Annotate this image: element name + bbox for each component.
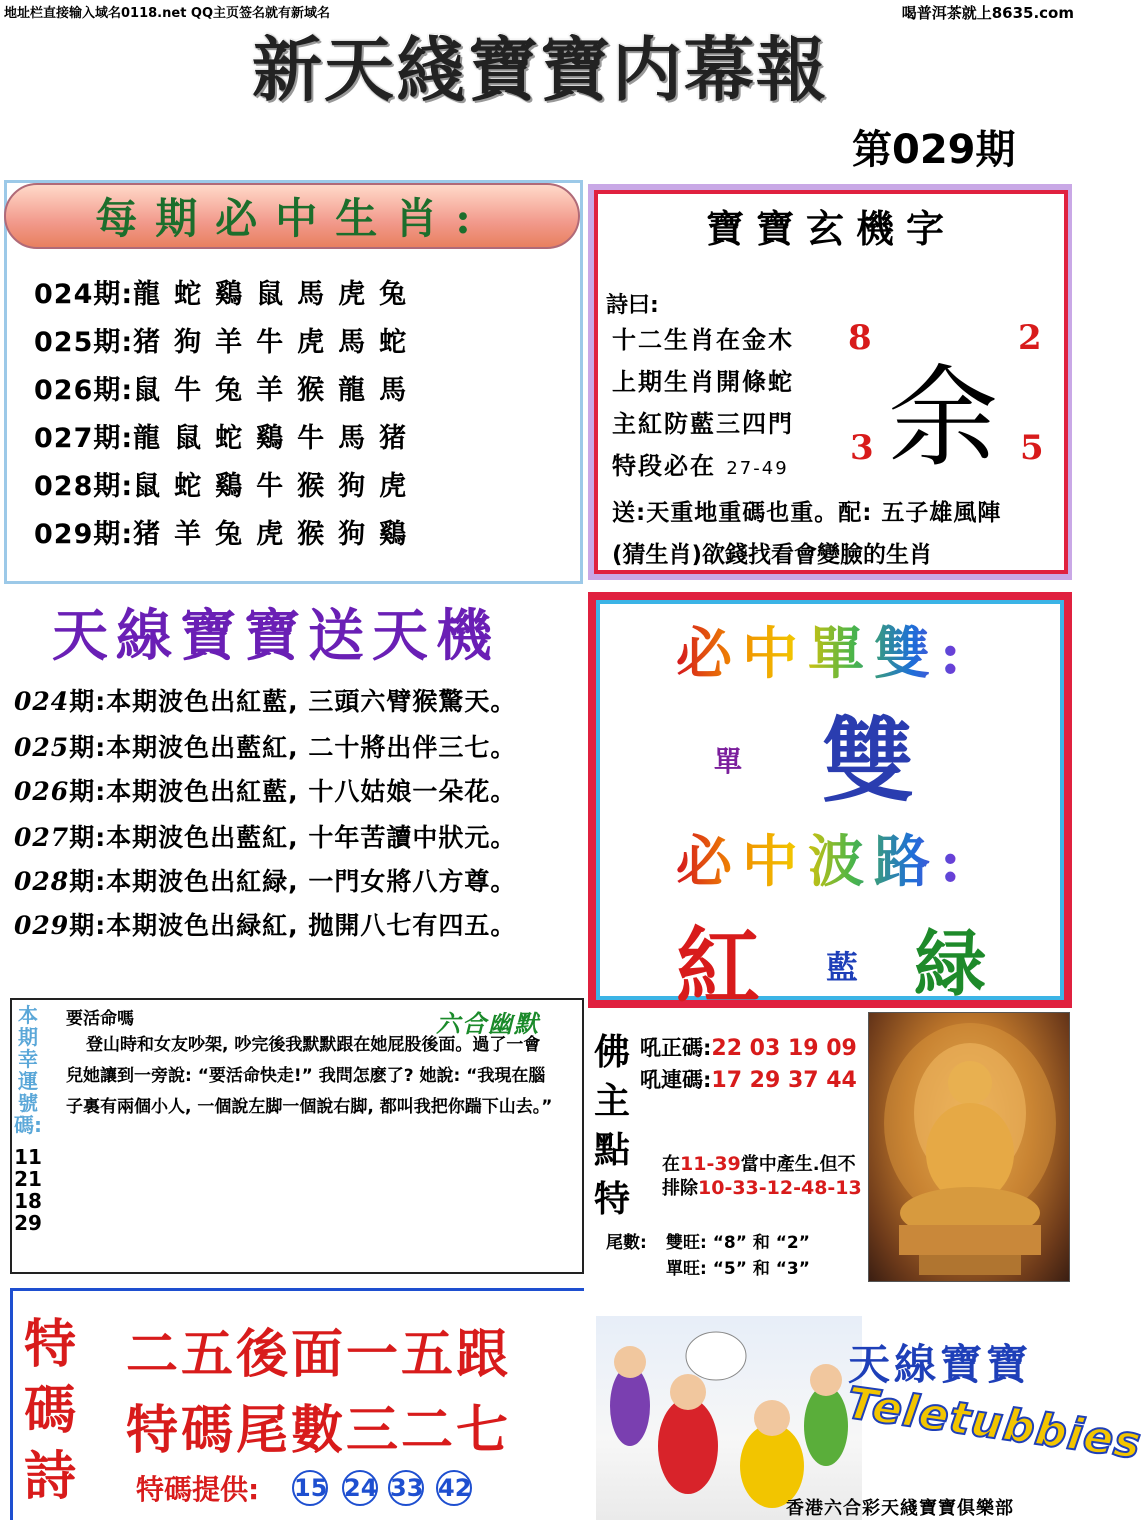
tema-side-label: 特碼詩 [24,1314,77,1507]
double-label: 雙 [822,707,915,815]
joke-title: 要活命嗎 [66,1009,134,1029]
single-double-title: 必中單雙: [676,610,971,690]
secret-row: 024期:本期波色出紅藍, 三頭六臂猴驚天。 [14,687,517,716]
tail-single: 單旺: “5” 和 “3” [666,1259,810,1279]
green-wave: 緑 [914,921,987,1006]
riddle-big-character: 余 [888,354,998,482]
secret-row: 027期:本期波色出藍紅, 十年苦讀中狀元。 [14,823,517,852]
zheng-code: 吼正碼:22 03 19 09 [640,1036,857,1061]
zodiac-row: 028期:鼠蛇鷄牛猴狗虎 [34,471,421,502]
zodiac-row: 026期:鼠牛兔羊猴龍馬 [34,375,421,406]
single-label: 單 [714,745,743,778]
range-line: 在11-39當中產生.但不 [662,1153,856,1175]
poem-intro: 詩曰: [606,293,659,318]
tema-number: 42 [436,1470,472,1506]
top-left-link[interactable]: 地址栏直接输入域名0118.net QQ主页签名就有新域名 [4,6,331,21]
buddha-figure-icon [869,1013,1071,1283]
lucky-number-label: 本期幸運號碼: [14,1003,42,1137]
tema-poem-line: 二五後面一五跟 [126,1324,512,1385]
riddle-number: 8 [848,318,872,358]
teletubbies-logo: Teletubbies [843,1377,1145,1470]
riddle-title: 寶寶玄機字 [705,206,956,251]
teletubbies-image [596,1316,862,1520]
blue-wave: 藍 [826,948,859,986]
poem-line: 特段必在 27-49 [612,452,789,480]
tema-supply-label: 特碼提供: [136,1473,260,1506]
gift-line: 送:天重地重碼也重。配: 五子雄風陣 [612,500,1002,526]
riddle-number: 5 [1020,428,1044,468]
joke-body: 登山時和女友吵架, 吵完後我默默跟在她屁股後面。過了一會兒她讓到一旁說: “要活命快走!” 我問怎麽了? 她說: “我現在腦子裏有兩個小人, 一個說左脚一個說右脚, 都叫我把你踹下山去。” [66,1035,553,1117]
zodiac-panel-heading: 每期必中生肖: [95,194,489,243]
tail-double: 雙旺: “8” 和 “2” [666,1233,810,1253]
zodiac-row: 025期:猪狗羊牛虎馬蛇 [34,327,421,358]
teletubbies-figures-icon [596,1316,862,1520]
lucky-numbers: 11 21 18 29 [14,1145,42,1235]
tail-label: 尾數: [606,1233,647,1253]
red-wave: 紅 [676,917,761,1016]
secret-row: 026期:本期波色出紅藍, 十八姑娘一朵花。 [14,777,517,806]
riddle-number: 2 [1018,318,1042,358]
hint-line: (猜生肖)欲錢找看會變臉的生肖 [612,542,933,568]
tema-poem-line: 特碼尾數三二七 [126,1400,512,1461]
secret-row: 029期:本期波色出緑紅, 抛開八七有四五。 [14,911,517,940]
secret-row: 025期:本期波色出藍紅, 二十將出伴三七。 [14,733,517,762]
poem-line: 十二生肖在金木 [612,326,794,354]
club-name: 香港六合彩天綫寶寶俱樂部 [786,1498,1014,1519]
poem-line: 主紅防藍三四門 [612,410,794,438]
zodiac-row: 024期:龍蛇鷄鼠馬虎兔 [34,279,421,310]
riddle-number: 3 [850,428,874,468]
poem-line: 上期生肖開條蛇 [612,368,794,396]
zodiac-row: 027期:龍鼠蛇鷄牛馬猪 [34,423,421,454]
poem-range: 27-49 [726,458,789,479]
tema-number: 24 [342,1470,378,1506]
top-right-link[interactable]: 喝普洱茶就上8635.com [901,4,1074,22]
joke-stamp: 六合幽默 [436,1010,540,1038]
page-title: 新天綫寶寶内幕報 [252,28,828,111]
tema-number: 33 [388,1470,424,1506]
wave-title: 必中波路: [676,818,971,898]
buddha-side-label: 佛主點特 [594,1031,631,1220]
zodiac-row: 029期:猪羊兔虎猴狗鷄 [34,519,421,550]
secret-row: 028期:本期波色出紅緑, 一門女將八方尊。 [14,867,517,896]
exclude-line: 排除10-33-12-48-13 [662,1177,862,1199]
teletubbies-title: 天線寶寶 [848,1340,1033,1389]
issue-number: 第029期 [852,127,1016,173]
tema-number: 15 [292,1470,328,1506]
buddha-image [868,1012,1070,1282]
lian-code: 吼連碼:17 29 37 44 [640,1068,857,1093]
secret-title: 天線寶寶送天機 [52,603,500,669]
